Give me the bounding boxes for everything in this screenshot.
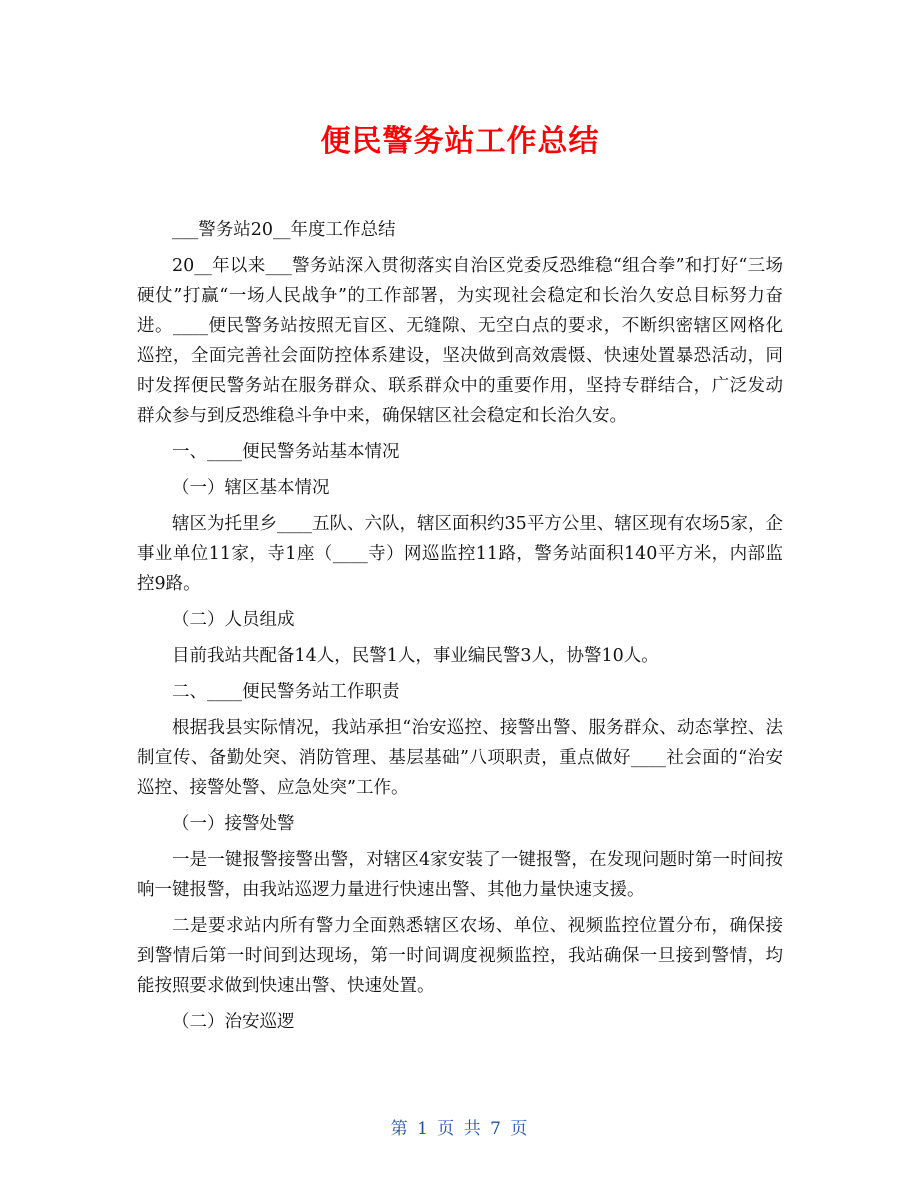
subsection-heading-1-1: （一）辖区基本情况 <box>172 478 330 498</box>
paragraph-jurisdiction: 辖区为托里乡____五队、六队，辖区面积约35平方公里、辖区现有农场5家，企事业单位11家，寺1座（____寺）网巡监控11路，警务站面积140平方米，内部监控9路。 <box>137 514 783 594</box>
page-number-footer: 第 1 页 共 7 页 <box>390 1119 530 1139</box>
paragraph-intro: 20__年以来___警务站深入贯彻落实自治区党委反恐维稳“组合拳”和打好“三场硬仗”打赢“一场人民战争”的工作部署，为实现社会稳定和长治久安总目标努力奋进。____便民警务站按照无盲区、无缝隙、无空白点的要求，不断织密辖区网格化巡控，全面完善社会面防控体系建设，坚决做到高效震慑、快速处置暴恐活动，同时发挥便民警务站在服务群众、联系群众中的重要作用，坚持专群结合，广泛发动群众参与到反恐维稳斗争中来，确保辖区社会稳定和长治久安。 <box>137 256 783 426</box>
paragraph-alarm-response: 一是一键报警接警出警，对辖区4家安装了一键报警，在发现问题时第一时间按响一键报警，由我站巡逻力量进行快速出警、其他力量快速支援。 <box>137 850 783 900</box>
paragraph-subtitle: ___警务站20__年度工作总结 <box>172 220 396 240</box>
section-heading-1: 一、____便民警务站基本情况 <box>172 442 400 462</box>
subsection-heading-1-2: （二）人员组成 <box>172 610 295 630</box>
subsection-heading-2-2: （二）治安巡逻 <box>172 1012 295 1032</box>
paragraph-duties: 根据我县实际情况，我站承担“治安巡控、接警出警、服务群众、动态掌控、法制宣传、备勤处突、消防管理、基层基础”八项职责，重点做好____社会面的“治安巡控、接警处警、应急处突”工作。 <box>137 718 783 798</box>
paragraph-staffing: 目前我站共配备14人，民警1人，事业编民警3人，协警10人。 <box>172 646 659 666</box>
section-heading-2: 二、____便民警务站工作职责 <box>172 682 400 702</box>
paragraph-familiarization: 二是要求站内所有警力全面熟悉辖区农场、单位、视频监控位置分布，确保接到警情后第一时间到达现场，第一时间调度视频监控，我站确保一旦接到警情，均能按照要求做到快速出警、快速处置。 <box>137 916 783 996</box>
document-body <box>137 215 783 1043</box>
subsection-heading-2-1: （一）接警处警 <box>172 814 295 834</box>
document-title: 便民警务站工作总结 <box>320 124 600 159</box>
